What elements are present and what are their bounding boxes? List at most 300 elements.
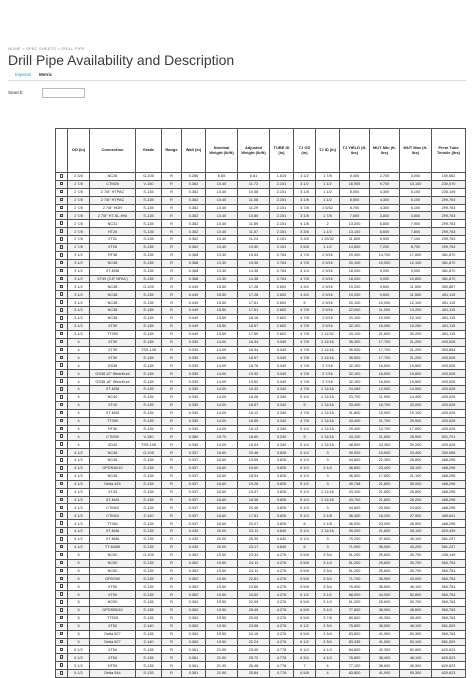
table-cell: 0.330 bbox=[182, 386, 206, 394]
table-cell: GS38 18" WearKnot bbox=[90, 378, 136, 386]
table-row[interactable] bbox=[56, 401, 466, 409]
row-checkbox[interactable] bbox=[60, 427, 64, 431]
row-checkbox[interactable] bbox=[60, 371, 64, 375]
table-cell: R bbox=[162, 283, 182, 291]
row-checkbox[interactable] bbox=[60, 348, 64, 352]
column-header[interactable]: Prem Tube Tensile (lbs) bbox=[432, 129, 466, 173]
table-row[interactable] bbox=[56, 504, 466, 512]
row-checkbox[interactable] bbox=[60, 285, 64, 289]
table-cell: 3.340 bbox=[270, 393, 294, 401]
table-cell: 11.24 bbox=[238, 236, 270, 244]
table-cell: GS38 12" WearKnot bbox=[90, 370, 136, 378]
table-cell: NC50 bbox=[90, 551, 136, 559]
table-cell: 19.50 bbox=[206, 551, 238, 559]
row-checkbox[interactable] bbox=[60, 419, 64, 423]
column-header[interactable]: TJ YIELD (ft-lbs) bbox=[340, 129, 370, 173]
table-row[interactable] bbox=[56, 622, 466, 630]
row-checkbox[interactable] bbox=[60, 300, 64, 304]
row-checkbox[interactable] bbox=[60, 269, 64, 273]
table-row[interactable] bbox=[56, 188, 466, 196]
table-cell: 83,800 bbox=[340, 670, 370, 678]
table-cell: 10,000 bbox=[370, 259, 400, 267]
table-row[interactable] bbox=[56, 212, 466, 220]
table-cell: S-135 bbox=[136, 220, 162, 228]
drill-pipe-table bbox=[55, 128, 466, 678]
table-cell: 7,800 bbox=[400, 228, 432, 236]
table-row[interactable] bbox=[56, 520, 466, 528]
row-checkbox[interactable] bbox=[60, 490, 64, 494]
table-row[interactable] bbox=[56, 646, 466, 654]
table-row[interactable] bbox=[56, 204, 466, 212]
table-row[interactable] bbox=[56, 180, 466, 188]
table-row[interactable] bbox=[56, 251, 466, 259]
row-select-cell bbox=[56, 583, 68, 591]
table-cell: 0.330 bbox=[182, 441, 206, 449]
table-row[interactable] bbox=[56, 409, 466, 417]
table-cell: 0.337 bbox=[182, 480, 206, 488]
row-checkbox[interactable] bbox=[60, 592, 64, 596]
table-row[interactable] bbox=[56, 196, 466, 204]
table-row[interactable] bbox=[56, 370, 466, 378]
table-row[interactable] bbox=[56, 591, 466, 599]
table-cell: 403,526 bbox=[432, 338, 466, 346]
row-select-cell bbox=[56, 630, 68, 638]
table-cell: 71,700 bbox=[340, 575, 370, 583]
table-cell: 581,529 bbox=[432, 638, 466, 646]
row-checkbox[interactable] bbox=[60, 442, 64, 446]
table-cell: 14,400 bbox=[400, 393, 432, 401]
table-row[interactable] bbox=[56, 472, 466, 480]
table-row[interactable] bbox=[56, 441, 466, 449]
table-cell: 2 11/16 bbox=[316, 409, 340, 417]
table-cell: 2 7/16 bbox=[316, 378, 340, 386]
row-checkbox[interactable] bbox=[60, 190, 64, 194]
table-cell: 5,900 bbox=[370, 236, 400, 244]
table-cell: 15.70 bbox=[206, 433, 238, 441]
table-row[interactable] bbox=[56, 551, 466, 559]
row-checkbox[interactable] bbox=[60, 655, 64, 659]
table-cell: 0.362 bbox=[182, 236, 206, 244]
column-header[interactable]: MUT Min (ft-lbs) bbox=[370, 129, 400, 173]
row-checkbox[interactable] bbox=[60, 229, 64, 233]
table-row[interactable] bbox=[56, 670, 466, 678]
tab-metric[interactable]: Metric bbox=[39, 72, 53, 77]
column-header[interactable] bbox=[56, 129, 68, 173]
search-input[interactable] bbox=[42, 88, 85, 98]
table-cell: 0.330 bbox=[182, 401, 206, 409]
table-cell: 3.340 bbox=[270, 346, 294, 354]
table-cell: 41,500 bbox=[370, 638, 400, 646]
table-row[interactable] bbox=[56, 512, 466, 520]
column-header[interactable]: Adjusted Weight (lb/ft) bbox=[238, 129, 270, 173]
table-cell: R bbox=[162, 362, 182, 370]
table-cell: 3 bbox=[316, 449, 340, 457]
row-checkbox[interactable] bbox=[60, 506, 64, 510]
row-checkbox[interactable] bbox=[60, 671, 64, 675]
table-cell: R bbox=[162, 599, 182, 607]
table-cell: 3 7/8 bbox=[316, 614, 340, 622]
row-checkbox[interactable] bbox=[60, 663, 64, 667]
row-checkbox[interactable] bbox=[60, 411, 64, 415]
row-checkbox[interactable] bbox=[60, 498, 64, 502]
table-header-row bbox=[56, 129, 466, 173]
table-cell: 49,748 bbox=[340, 480, 370, 488]
table-cell: 381,870 bbox=[432, 275, 466, 283]
row-checkbox[interactable] bbox=[60, 584, 64, 588]
table-cell: 15.50 bbox=[206, 315, 238, 323]
table-row[interactable] bbox=[56, 386, 466, 394]
table-cell: 30,700 bbox=[400, 567, 432, 575]
column-header[interactable]: Range bbox=[162, 129, 182, 173]
table-row[interactable] bbox=[56, 480, 466, 488]
table-cell: R bbox=[162, 401, 182, 409]
table-row[interactable] bbox=[56, 464, 466, 472]
row-select-cell bbox=[56, 457, 68, 465]
table-cell: XT43 bbox=[90, 488, 136, 496]
table-cell: 2 7/8 bbox=[68, 244, 90, 252]
table-cell: 9,600 bbox=[370, 291, 400, 299]
table-row[interactable] bbox=[56, 559, 466, 567]
row-checkbox[interactable] bbox=[60, 198, 64, 202]
table-cell: 50,800 bbox=[400, 646, 432, 654]
table-cell: 23,000 bbox=[370, 520, 400, 528]
table-cell: 36,000 bbox=[370, 543, 400, 551]
row-checkbox[interactable] bbox=[60, 569, 64, 573]
table-cell: 11.08 bbox=[238, 196, 270, 204]
table-row[interactable] bbox=[56, 654, 466, 662]
column-header[interactable]: TJ ID (in) bbox=[316, 129, 340, 173]
table-cell: 3.826 bbox=[270, 504, 294, 512]
table-cell: 40,300 bbox=[370, 614, 400, 622]
table-row[interactable] bbox=[56, 346, 466, 354]
table-cell: 19,800 bbox=[400, 370, 432, 378]
table-row[interactable] bbox=[56, 330, 466, 338]
table-cell: 6 1/2 bbox=[294, 638, 316, 646]
row-checkbox[interactable] bbox=[60, 616, 64, 620]
table-row[interactable] bbox=[56, 338, 466, 346]
row-checkbox[interactable] bbox=[60, 632, 64, 636]
table-cell: 19.50 bbox=[206, 606, 238, 614]
row-checkbox[interactable] bbox=[60, 608, 64, 612]
table-cell: R bbox=[162, 606, 182, 614]
table-cell: 0.337 bbox=[182, 449, 206, 457]
table-cell: 0.361 bbox=[182, 662, 206, 670]
table-cell: 150,662 bbox=[432, 173, 466, 181]
table-cell: R bbox=[162, 630, 182, 638]
row-checkbox[interactable] bbox=[60, 545, 64, 549]
table-row[interactable] bbox=[56, 614, 466, 622]
row-select-cell bbox=[56, 591, 68, 599]
table-cell: 10.58 bbox=[238, 188, 270, 196]
table-row[interactable] bbox=[56, 417, 466, 425]
row-checkbox[interactable] bbox=[60, 640, 64, 644]
table-cell: 17.81 bbox=[238, 512, 270, 520]
column-header[interactable]: MUT Max (ft-lbs) bbox=[400, 129, 432, 173]
row-checkbox[interactable] bbox=[60, 221, 64, 225]
table-row[interactable] bbox=[56, 259, 466, 267]
table-row[interactable] bbox=[56, 433, 466, 441]
row-checkbox[interactable] bbox=[60, 214, 64, 218]
table-cell: 10.40 bbox=[206, 244, 238, 252]
table-cell: 18.36 bbox=[238, 496, 270, 504]
table-row[interactable] bbox=[56, 528, 466, 536]
table-cell: 14,700 bbox=[370, 251, 400, 259]
row-checkbox[interactable] bbox=[60, 245, 64, 249]
table-row[interactable] bbox=[56, 599, 466, 607]
column-header[interactable]: Grade bbox=[136, 129, 162, 173]
table-cell: 14.00 bbox=[206, 417, 238, 425]
table-cell: S-135 bbox=[136, 488, 162, 496]
table-cell: 8,700 bbox=[340, 204, 370, 212]
row-checkbox[interactable] bbox=[60, 403, 64, 407]
table-cell: 35,000 bbox=[400, 480, 432, 488]
table-cell: R bbox=[162, 220, 182, 228]
table-row[interactable] bbox=[56, 315, 466, 323]
table-cell: 32,100 bbox=[340, 370, 370, 378]
table-cell: 5 bbox=[68, 606, 90, 614]
table-row[interactable] bbox=[56, 583, 466, 591]
table-cell: 5 1/2 bbox=[68, 654, 90, 662]
table-row[interactable] bbox=[56, 322, 466, 330]
table-cell: 43,700 bbox=[340, 496, 370, 504]
table-cell: 14,700 bbox=[370, 425, 400, 433]
table-cell: 3 7/8 bbox=[294, 204, 316, 212]
row-checkbox[interactable] bbox=[60, 624, 64, 628]
table-cell: 3 3/8 bbox=[294, 236, 316, 244]
column-header[interactable]: TJ OD (in) bbox=[294, 129, 316, 173]
table-row[interactable] bbox=[56, 173, 466, 181]
table-cell: 6 5/8 bbox=[294, 575, 316, 583]
table-cell: 3 3/4 bbox=[316, 638, 340, 646]
table-cell: 25.72 bbox=[238, 654, 270, 662]
table-cell: 41,900 bbox=[370, 670, 400, 678]
table-cell: 19.26 bbox=[238, 480, 270, 488]
table-row[interactable] bbox=[56, 606, 466, 614]
row-checkbox[interactable] bbox=[60, 253, 64, 257]
table-cell: DS38 bbox=[90, 362, 136, 370]
table-cell: 20.00 bbox=[206, 528, 238, 536]
row-checkbox[interactable] bbox=[60, 553, 64, 557]
row-checkbox[interactable] bbox=[60, 466, 64, 470]
row-checkbox[interactable] bbox=[60, 513, 64, 517]
table-row[interactable] bbox=[56, 488, 466, 496]
table-cell: 10.40 bbox=[206, 196, 238, 204]
table-cell: 4 7/8 bbox=[294, 386, 316, 394]
table-cell: CTM26 bbox=[90, 180, 136, 188]
table-cell: 4.276 bbox=[270, 591, 294, 599]
table-cell: 20.00 bbox=[206, 543, 238, 551]
column-header[interactable]: Connection bbox=[90, 129, 136, 173]
table-row[interactable] bbox=[56, 354, 466, 362]
table-cell: NC38 bbox=[90, 307, 136, 315]
table-cell: S-135 bbox=[136, 386, 162, 394]
table-cell: 2.764 bbox=[270, 267, 294, 275]
tab-imperial[interactable]: Imperial bbox=[15, 72, 32, 77]
table-cell: 44,000 bbox=[370, 591, 400, 599]
table-cell: 9,000 bbox=[370, 275, 400, 283]
row-checkbox[interactable] bbox=[60, 174, 64, 178]
table-row[interactable] bbox=[56, 630, 466, 638]
table-cell: R bbox=[162, 267, 182, 275]
table-cell: 24,089 bbox=[340, 386, 370, 394]
table-cell: R bbox=[162, 543, 182, 551]
row-select-cell bbox=[56, 322, 68, 330]
table-cell: 0.361 bbox=[182, 654, 206, 662]
row-checkbox[interactable] bbox=[60, 292, 64, 296]
table-row[interactable] bbox=[56, 457, 466, 465]
table-cell: R bbox=[162, 378, 182, 386]
column-header[interactable]: Wall (in) bbox=[182, 129, 206, 173]
table-cell: R bbox=[162, 528, 182, 536]
table-cell: S-135 bbox=[136, 188, 162, 196]
table-row[interactable] bbox=[56, 362, 466, 370]
column-header[interactable]: TUBE ID (in) bbox=[270, 129, 294, 173]
table-cell: S-135 bbox=[136, 670, 162, 678]
table-cell: 21.90 bbox=[206, 654, 238, 662]
table-cell: 4 bbox=[68, 393, 90, 401]
row-checkbox[interactable] bbox=[60, 332, 64, 336]
row-checkbox[interactable] bbox=[60, 577, 64, 581]
table-cell: 299,763 bbox=[432, 236, 466, 244]
row-checkbox[interactable] bbox=[60, 482, 64, 486]
table-row[interactable] bbox=[56, 425, 466, 433]
table-cell: 25.40 bbox=[238, 646, 270, 654]
table-cell: 23.65 bbox=[238, 583, 270, 591]
table-row[interactable] bbox=[56, 575, 466, 583]
row-checkbox[interactable] bbox=[60, 316, 64, 320]
table-cell: R bbox=[162, 196, 182, 204]
table-cell: 4.276 bbox=[270, 630, 294, 638]
table-cell: 6 5/8 bbox=[294, 583, 316, 591]
table-cell: 403,526 bbox=[432, 425, 466, 433]
table-cell: 6 bbox=[294, 543, 316, 551]
table-cell: R bbox=[162, 259, 182, 267]
table-cell: 0.449 bbox=[182, 330, 206, 338]
table-row[interactable] bbox=[56, 244, 466, 252]
table-cell: 560,763 bbox=[432, 591, 466, 599]
table-row[interactable] bbox=[56, 220, 466, 228]
table-cell: 451,115 bbox=[432, 330, 466, 338]
row-select-cell bbox=[56, 464, 68, 472]
table-cell: NC38 bbox=[90, 299, 136, 307]
table-cell: 19.50 bbox=[206, 614, 238, 622]
table-cell: 80,600 bbox=[340, 614, 370, 622]
row-checkbox[interactable] bbox=[60, 450, 64, 454]
table-cell: 2 7/8 bbox=[68, 180, 90, 188]
table-cell: 2 bbox=[316, 220, 340, 228]
table-row[interactable] bbox=[56, 378, 466, 386]
row-checkbox[interactable] bbox=[60, 434, 64, 438]
row-checkbox[interactable] bbox=[60, 277, 64, 281]
table-cell: 0.368 bbox=[182, 267, 206, 275]
table-cell: 19.50 bbox=[206, 559, 238, 567]
table-cell: 560,763 bbox=[432, 606, 466, 614]
row-checkbox[interactable] bbox=[60, 340, 64, 344]
table-cell: V-150 bbox=[136, 433, 162, 441]
row-checkbox[interactable] bbox=[60, 387, 64, 391]
table-cell: 0.330 bbox=[182, 378, 206, 386]
table-row[interactable] bbox=[56, 236, 466, 244]
table-cell: 3 3/4 bbox=[316, 567, 340, 575]
table-cell: 5,100 bbox=[400, 196, 432, 204]
table-cell: 10.40 bbox=[206, 228, 238, 236]
row-checkbox[interactable] bbox=[60, 474, 64, 478]
row-checkbox[interactable] bbox=[60, 537, 64, 541]
table-cell: S-135 bbox=[136, 583, 162, 591]
table-row[interactable] bbox=[56, 393, 466, 401]
table-cell: S-135 bbox=[136, 291, 162, 299]
row-checkbox[interactable] bbox=[60, 363, 64, 367]
table-row[interactable] bbox=[56, 535, 466, 543]
table-cell: 0.330 bbox=[182, 346, 206, 354]
table-cell: 4 7/8 bbox=[294, 259, 316, 267]
row-checkbox[interactable] bbox=[60, 600, 64, 604]
table-cell: 7,100 bbox=[400, 236, 432, 244]
table-cell: 23.11 bbox=[238, 528, 270, 536]
row-checkbox[interactable] bbox=[60, 356, 64, 360]
table-cell: S-135 bbox=[136, 614, 162, 622]
table-cell: 3 1/8 bbox=[294, 196, 316, 204]
row-checkbox[interactable] bbox=[60, 648, 64, 652]
row-checkbox[interactable] bbox=[60, 324, 64, 328]
table-row[interactable] bbox=[56, 267, 466, 275]
column-header[interactable]: OD (in) bbox=[68, 129, 90, 173]
row-checkbox[interactable] bbox=[60, 237, 64, 241]
row-checkbox[interactable] bbox=[60, 261, 64, 265]
table-row[interactable] bbox=[56, 638, 466, 646]
table-cell: 1 7/8 bbox=[316, 212, 340, 220]
table-row[interactable] bbox=[56, 496, 466, 504]
table-row[interactable] bbox=[56, 291, 466, 299]
table-cell: 12,000 bbox=[370, 386, 400, 394]
table-cell: 3 1/2 bbox=[68, 275, 90, 283]
table-cell: 4 7/8 bbox=[294, 409, 316, 417]
table-cell: 3.340 bbox=[270, 378, 294, 386]
table-row[interactable] bbox=[56, 567, 466, 575]
row-checkbox[interactable] bbox=[60, 458, 64, 462]
unit-tabs bbox=[8, 71, 466, 81]
row-checkbox[interactable] bbox=[60, 182, 64, 186]
row-checkbox[interactable] bbox=[60, 379, 64, 383]
table-row[interactable] bbox=[56, 543, 466, 551]
table-cell: 6 1/2 bbox=[294, 622, 316, 630]
row-checkbox[interactable] bbox=[60, 521, 64, 525]
table-row[interactable] bbox=[56, 662, 466, 670]
table-cell: 4 7/8 bbox=[294, 417, 316, 425]
table-cell: 5,100 bbox=[400, 204, 432, 212]
row-checkbox[interactable] bbox=[60, 561, 64, 565]
table-cell: XT39 bbox=[90, 322, 136, 330]
row-checkbox[interactable] bbox=[60, 308, 64, 312]
table-row[interactable] bbox=[56, 283, 466, 291]
table-row[interactable] bbox=[56, 275, 466, 283]
table-cell: 4 bbox=[68, 441, 90, 449]
table-cell: 36,400 bbox=[340, 512, 370, 520]
table-row[interactable] bbox=[56, 449, 466, 457]
breadcrumb[interactable]: HOME > SPEC SHEETS > DRILL PIPE bbox=[8, 46, 85, 51]
row-checkbox[interactable] bbox=[60, 206, 64, 210]
table-cell: 403,526 bbox=[432, 401, 466, 409]
table-row[interactable] bbox=[56, 299, 466, 307]
row-checkbox[interactable] bbox=[60, 529, 64, 533]
table-row[interactable] bbox=[56, 307, 466, 315]
table-cell: TT525 bbox=[90, 614, 136, 622]
column-header[interactable]: Nominal Weight (lb/ft) bbox=[206, 129, 238, 173]
table-cell: 3 3/4 bbox=[316, 630, 340, 638]
table-row[interactable] bbox=[56, 228, 466, 236]
row-checkbox[interactable] bbox=[60, 395, 64, 399]
table-cell: 0.361 bbox=[182, 646, 206, 654]
